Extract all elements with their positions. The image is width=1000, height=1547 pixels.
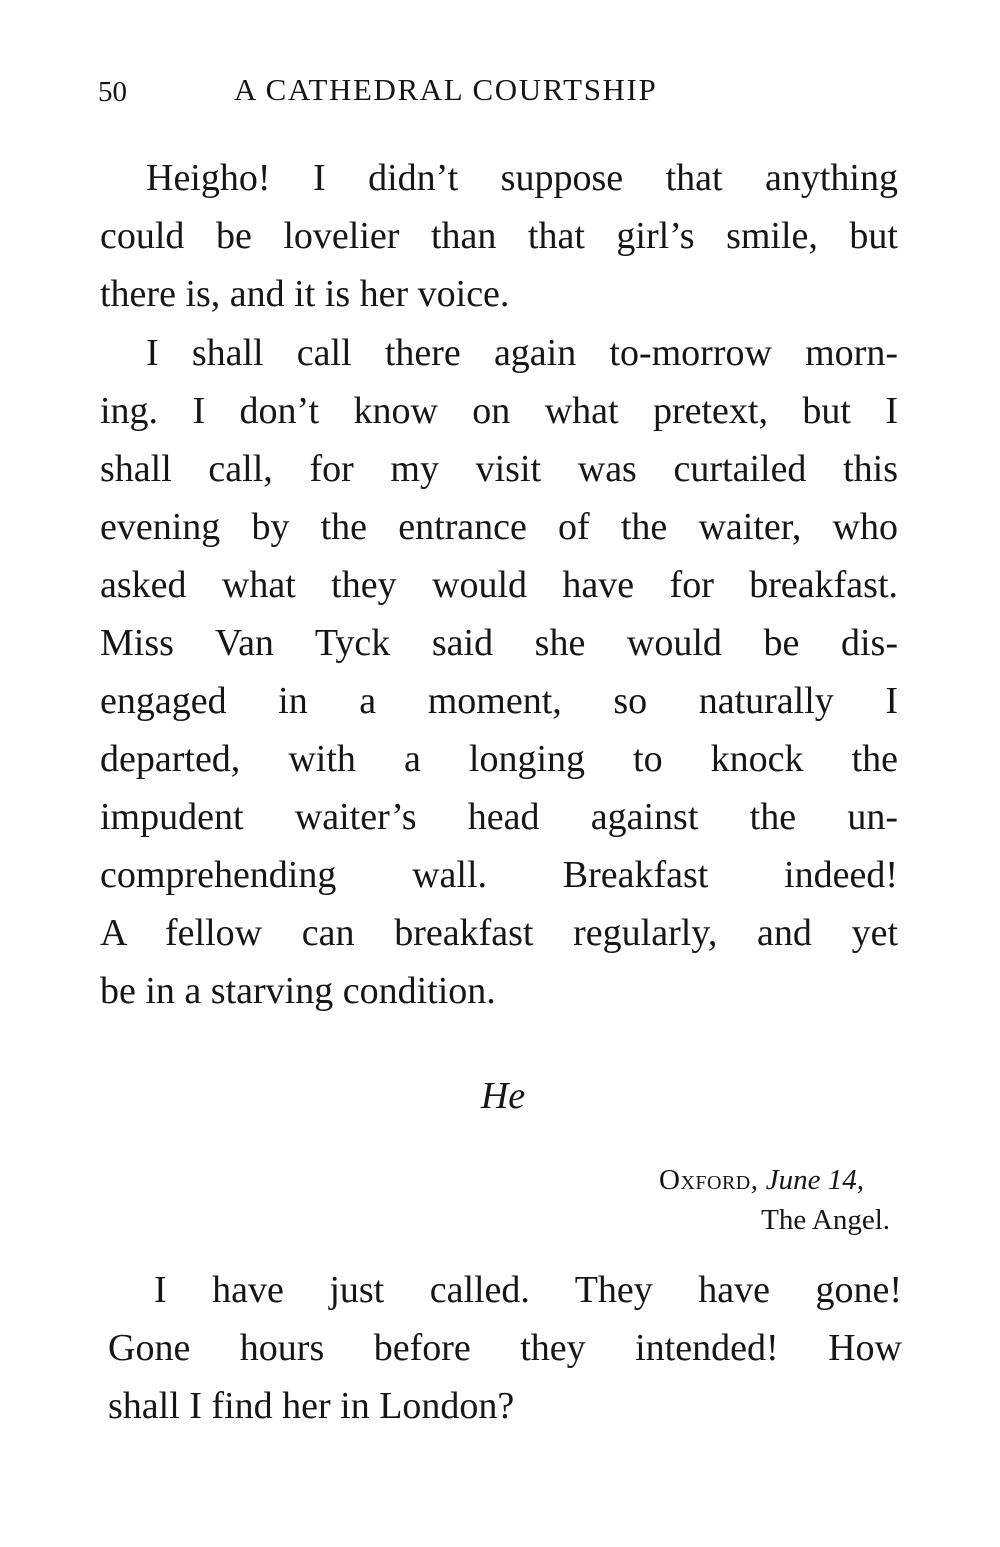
text-line: I shall call there again to-morrow morn- [146,332,898,374]
text-line: impudent waiter’s head against the un- [100,796,898,838]
text-line: I have just called. They have gone! [154,1269,902,1311]
text-line: engaged in a moment, so naturally I [100,680,898,722]
running-title: A CATHEDRAL COURTSHIP [234,72,658,107]
closing-paragraph [108,1261,902,1435]
dateline-date: June 14, [765,1164,864,1196]
text-line: ing. I don’t know on what pretext, but I [100,390,898,432]
paragraph-1 [100,149,898,323]
text-line: could be lovelier than that girl’s smile, but [100,215,898,257]
text-line: there is, and it is her voice. [100,273,510,315]
text-line: Miss Van Tyck said she would be dis- [100,622,898,664]
text-line: asked what they would have for breakfast. [100,564,898,606]
text-line: departed, with a longing to knock the [100,738,898,780]
text-line: shall I find her in London? [108,1385,515,1427]
dateline-place: Oxford, [659,1164,759,1196]
running-head [98,72,898,116]
dateline-location: The Angel. [761,1204,890,1236]
text-line: Heigho! I didn’t suppose that anything [146,157,898,199]
paragraph-2 [100,324,898,1020]
text-line: shall call, for my visit was curtailed this [100,448,898,490]
text-line: evening by the entrance of the waiter, who [100,506,898,548]
text-line: Gone hours before they intended! How [108,1327,902,1369]
text-line: comprehending wall. Breakfast indeed! [100,854,898,896]
dateline [659,1160,864,1200]
section-heading: He [480,1075,526,1117]
text-line: be in a starving condition. [100,970,496,1012]
text-line: A fellow can breakfast regularly, and yet [100,912,898,954]
page-number: 50 [98,76,127,108]
